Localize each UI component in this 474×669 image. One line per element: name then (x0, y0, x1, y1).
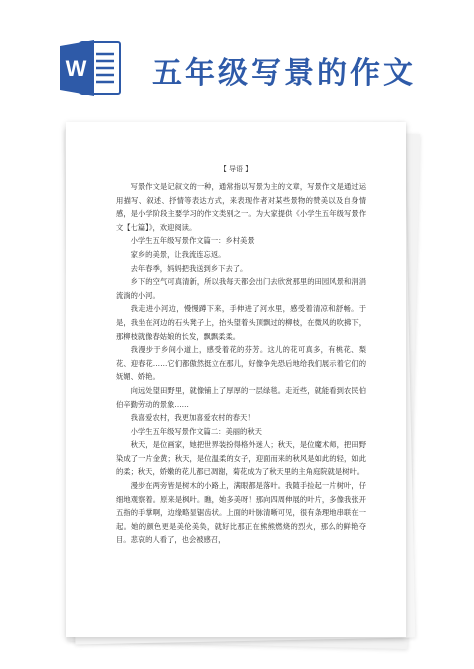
word-logo-letter: W (65, 56, 87, 81)
paragraph: 乡下的空气可真清新，所以我每天都会出门去欣赏那里的田园风景和涓涓流淌的小河。 (116, 277, 366, 300)
document-body (116, 180, 366, 547)
paragraph: 我漫步于乡间小道上，感受着花的芬芳。这儿的花可真多，有桃花、梨花、迎春花……它们都傲然挺立在那儿，好像争先恐后地给我们展示着它们的妩媚、娇艳。 (116, 345, 366, 382)
paragraph: 写景作文是记叙文的一种，通常指以写景为主的文章，写景作文是通过运用描写、叙述、抒情等表达方式，来表现作者对某些景物的赞美以及自身情感，是小学阶段主要学习的作文类别之一。为大家提供《小学生五年级写景作文【七篇】》，欢迎阅读。 (116, 182, 366, 232)
paragraph: 漫步在两旁皆是树木的小路上，满眼都是落叶。我随手捡起一片树叶，仔细地观察着。原来是枫叶。瞧，她多美呀！那向四周伸展的叶片，多像我张开五指的手掌啊，边缘略显锯齿状。上面的叶脉清晰可见，很有条理地串联在一起。她的颜色更是美伦美奂，就好比那正在熊熊燃烧的烈火，那么的鲜艳夺目。悲哀的人看了，也会被感召， (116, 481, 366, 545)
paragraph: 我喜爱农村，我更加喜爱农村的春天！ (130, 413, 255, 423)
page-title: 五年级写景的作文 (152, 56, 416, 91)
document-preview (66, 122, 412, 642)
paragraph: 秋天，是位画家，她把世界装扮得格外迷人；秋天，是位魔术师，把田野染成了一片金黄；秋天，是位温柔的女子，迎面而来的秋风是如此的轻，如此的柔；秋天，娇嫩的花儿都已凋谢，菊花成为了秋天里的主角庭院就是树叶。 (116, 440, 366, 477)
word-document-icon (58, 38, 126, 98)
guide-label: 【 导语 】 (219, 165, 253, 173)
document-page (66, 122, 406, 637)
paragraph: 向远处望田野里，就像铺上了厚厚的一层绿毯。走近些，就能看到农民伯伯辛勤劳动的景象…… (116, 385, 366, 409)
header (0, 0, 474, 110)
paragraph: 家乡的美景，让我流连忘返。 (130, 249, 226, 259)
paragraph: 小学生五年级写景作文篇二：美丽的秋天 (130, 426, 262, 436)
paragraph: 去年春季，妈妈把我送到乡下去了。 (130, 263, 248, 273)
paragraph: 小学生五年级写景作文篇一：乡村美景 (130, 236, 255, 246)
paragraph: 我走进小河边，慢慢蹲下来，手伸进了河水里，感受着清凉和舒畅。于是，我坐在河边的石头凳子上，抬头望着头顶飘过的柳枝，在微风的吹拂下，那柳枝就像春姑娘的长发，飘飘柔柔。 (116, 304, 366, 341)
